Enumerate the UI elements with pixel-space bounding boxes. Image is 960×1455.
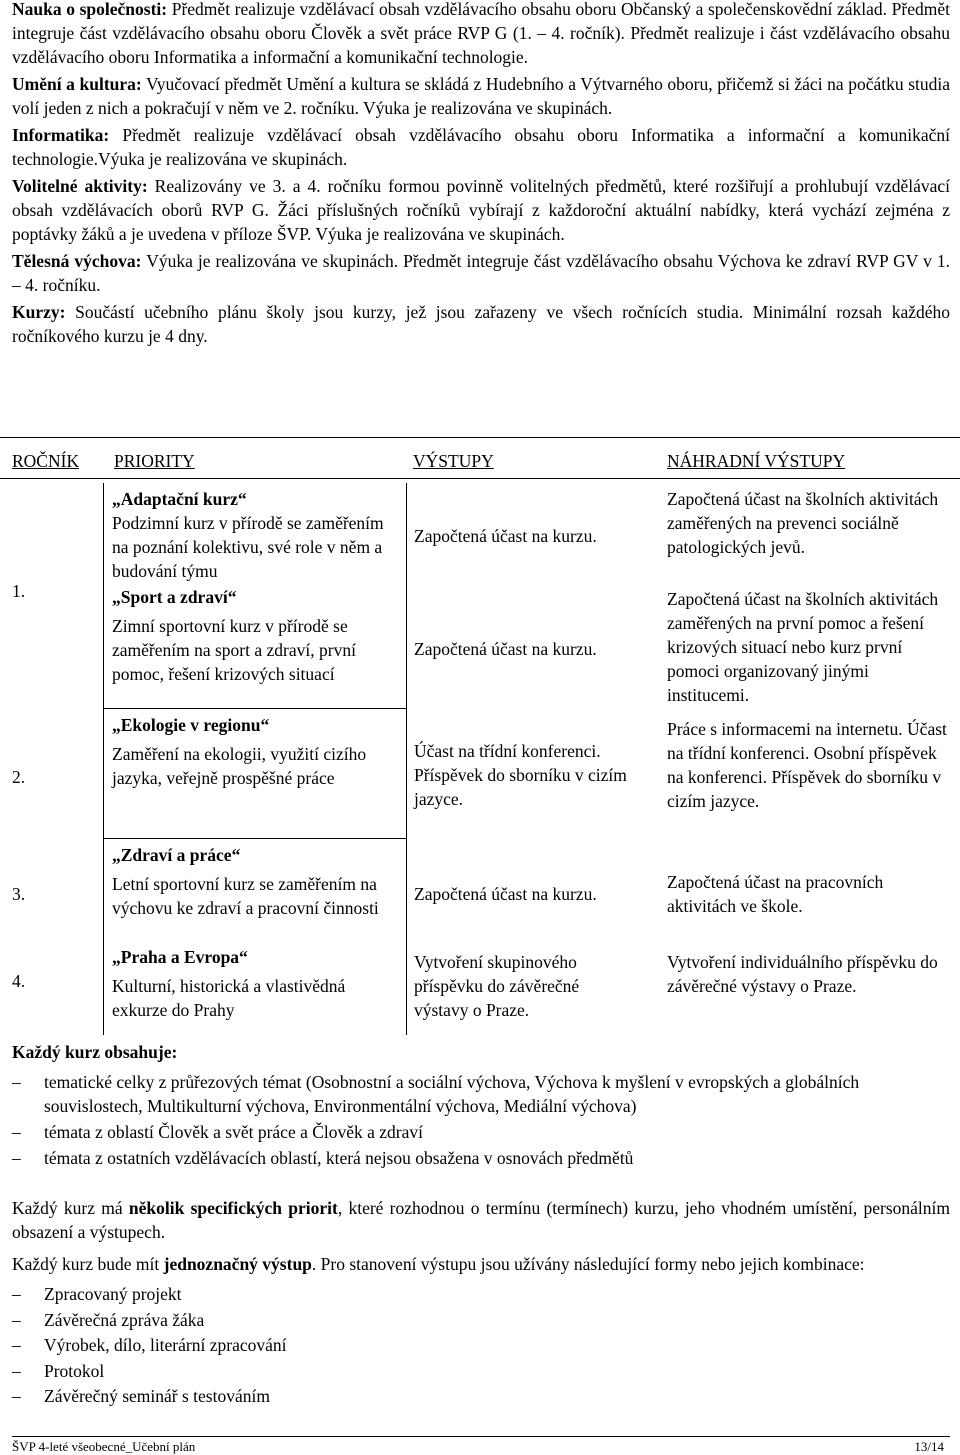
para-bold: jednoznačný výstup <box>163 1254 312 1274</box>
course-title: „Ekologie v regionu“ <box>112 715 270 735</box>
intro-label: Umění a kultura: <box>12 74 142 94</box>
row-divider <box>103 838 407 839</box>
row-divider <box>103 708 407 709</box>
course-contents-list <box>12 1070 950 1170</box>
course-alt-output: Započtená účast na školních aktivitách zaměřených na první pomoc a řešení krizových situací nebo kurz první pomoci organizovaný jinými institucemi. <box>667 589 939 705</box>
header-vystupy: VÝSTUPY <box>413 451 494 471</box>
para-bold: několik specifických priorit <box>128 1198 338 1218</box>
output-forms-list <box>12 1282 950 1410</box>
intro-text: Vyučovací předmět Umění a kultura se skládá z Hudebního a Výtvarného oboru, přičemž si žáci na počátku studia volí jeden z nich a pokračují v něm ve 2. ročníku. Výuka je realizována ve skupinách. <box>12 74 951 118</box>
intro-section <box>12 0 950 351</box>
intro-label: Kurzy: <box>12 302 66 322</box>
list-item: – Protokol <box>12 1359 950 1385</box>
year-number: 4. <box>12 971 26 991</box>
course-description: Kulturní, historická a vlastivědná exkurze do Prahy <box>112 976 346 1020</box>
course-title: „Adaptační kurz“ <box>112 489 247 509</box>
para-text: Každý kurz má <box>12 1198 129 1218</box>
course-description: Zaměření na ekologii, využití cizího jazyka, veřejně prospěšné práce <box>112 744 367 788</box>
table-header-row <box>0 437 960 479</box>
course-priority-cell <box>112 487 402 583</box>
intro-text: Součástí učebního plánu školy jsou kurzy, jež jsou zařazeny ve všech ročnících studia. Minimální rozsah každého ročníkového kurzu je 4 dny. <box>12 302 950 346</box>
course-table <box>0 437 960 1035</box>
para-text: Každý kurz bude mít <box>12 1254 164 1274</box>
intro-paragraph <box>12 0 950 69</box>
course-description: Letní sportovní kurz se zaměřením na výchovu ke zdraví a pracovní činnosti <box>112 874 379 918</box>
course-alt-output: Započtená účast na pracovních aktivitách ve škole. <box>667 872 884 916</box>
course-output: Započtená účast na kurzu. <box>414 884 597 904</box>
year-number: 3. <box>12 884 26 904</box>
course-alt-output: Práce s informacemi na internetu. Účast na třídní konferenci. Osobní příspěvek na konferenci. Příspěvek do sborníku v cizím jazyce. <box>667 719 947 811</box>
course-description: Zimní sportovní kurz v přírodě se zaměřením na sport a zdraví, první pomoc, řešení krizových situací <box>112 616 356 684</box>
course-title: „Zdraví a práce“ <box>112 845 241 865</box>
header-nahradni-vystupy: NÁHRADNÍ VÝSTUPY <box>667 451 846 471</box>
intro-paragraph <box>12 174 950 246</box>
course-output: Započtená účast na kurzu. <box>414 639 597 659</box>
priorities-paragraph <box>12 1196 950 1244</box>
course-output: Vytvoření skupinového příspěvku do závěrečné výstavy o Praze. <box>414 952 580 1020</box>
output-paragraph <box>12 1252 950 1276</box>
list-item: – tematické celky z průřezových témat (Osobnostní a sociální výchova, Výchova k myšlení v evropských a globálních souvislostech, Multikulturní výchova, Environmentální výchova, Mediální výchova) <box>12 1070 950 1118</box>
course-priority-cell <box>112 713 402 790</box>
year-number: 1. <box>12 581 26 601</box>
para-text: , které rozhodnou o termínu (termínech) kurzu, jeho vhodném umístění, personálním obsazení a výstupech. <box>12 1198 951 1242</box>
course-contents-heading: Každý kurz obsahuje: <box>12 1042 178 1062</box>
intro-text: Realizovány ve 3. a 4. ročníku formou povinně volitelných předmětů, které rozšiřují a prohlubují vzdělávací obsah vzdělávacích oborů RVP G. Žáci příslušných ročníků vybírají z každoroční aktuální nabídky, která vychází zejména z poptávky žáků a je uvedena v příloze ŠVP. Výuka je realizována ve skupinách. <box>12 176 950 244</box>
course-priority-cell <box>112 585 402 686</box>
list-item: – témata z ostatních vzdělávacích oblastí, která nejsou obsažena v osnovách předmětů <box>12 1146 950 1170</box>
footer-page-number: 13/14 <box>914 1439 944 1454</box>
list-item: – Závěrečný seminář s testováním <box>12 1384 950 1410</box>
year-number: 2. <box>12 767 26 787</box>
intro-text: Předmět realizuje vzdělávací obsah vzdělávacího obsahu oboru Občanský a společenskovědní základ. Předmět integruje část vzdělávacího obsahu oboru Člověk a svět práce RVP G (1. – 4. ročník). Předmět realizuje i část vzdělávacího obsahu vzdělávacího oboru Informatika a informační a komunikační technologie. <box>12 0 950 67</box>
course-title: „Sport a zdraví“ <box>112 587 237 607</box>
course-description: Podzimní kurz v přírodě se zaměřením na poznání kolektivu, své role v něm a budování týmu <box>112 513 384 581</box>
intro-paragraph <box>12 123 950 171</box>
page-footer <box>12 1436 950 1455</box>
course-priority-cell <box>112 945 402 1022</box>
intro-label: Volitelné aktivity: <box>12 176 148 196</box>
course-output: Účast na třídní konferenci. Příspěvek do sborníku v cizím jazyce. <box>414 741 627 809</box>
course-contents-section <box>12 1040 950 1410</box>
intro-label: Informatika: <box>12 125 110 145</box>
list-item: – Zpracovaný projekt <box>12 1282 950 1308</box>
list-item: – Výrobek, dílo, literární zpracování <box>12 1333 950 1359</box>
footer-document-name: ŠVP 4-leté všeobecné_Učební plán <box>12 1439 196 1454</box>
list-item: – Závěrečná zpráva žáka <box>12 1308 950 1334</box>
course-alt-output: Započtená účast na školních aktivitách zaměřených na prevenci sociálně patologických jevů. <box>667 489 939 557</box>
course-alt-output: Vytvoření individuálního příspěvku do závěrečné výstavy o Praze. <box>667 952 938 996</box>
intro-paragraph <box>12 249 950 297</box>
list-item: – témata z oblastí Člověk a svět práce a Člověk a zdraví <box>12 1120 950 1144</box>
intro-label: Tělesná výchova: <box>12 251 142 271</box>
intro-paragraph <box>12 300 950 348</box>
course-title: „Praha a Evropa“ <box>112 947 248 967</box>
intro-label: Nauka o společnosti: <box>12 0 168 19</box>
intro-text: Předmět realizuje vzdělávací obsah vzdělávacího obsahu oboru Informatika a informační a komunikační technologie.Výuka je realizována ve skupinách. <box>12 125 950 169</box>
header-rocnik: ROČNÍK <box>12 451 80 471</box>
intro-paragraph <box>12 72 950 120</box>
course-output: Započtená účast na kurzu. <box>414 526 597 546</box>
para-text: . Pro stanovení výstupu jsou užívány následující formy nebo jejich kombinace: <box>311 1254 865 1274</box>
course-priority-cell <box>112 843 402 920</box>
intro-text: Výuka je realizována ve skupinách. Předmět integruje část vzdělávacího obsahu Výchova ke zdraví RVP GV v 1. – 4. ročníku. <box>12 251 950 295</box>
header-priority: PRIORITY <box>114 451 195 471</box>
